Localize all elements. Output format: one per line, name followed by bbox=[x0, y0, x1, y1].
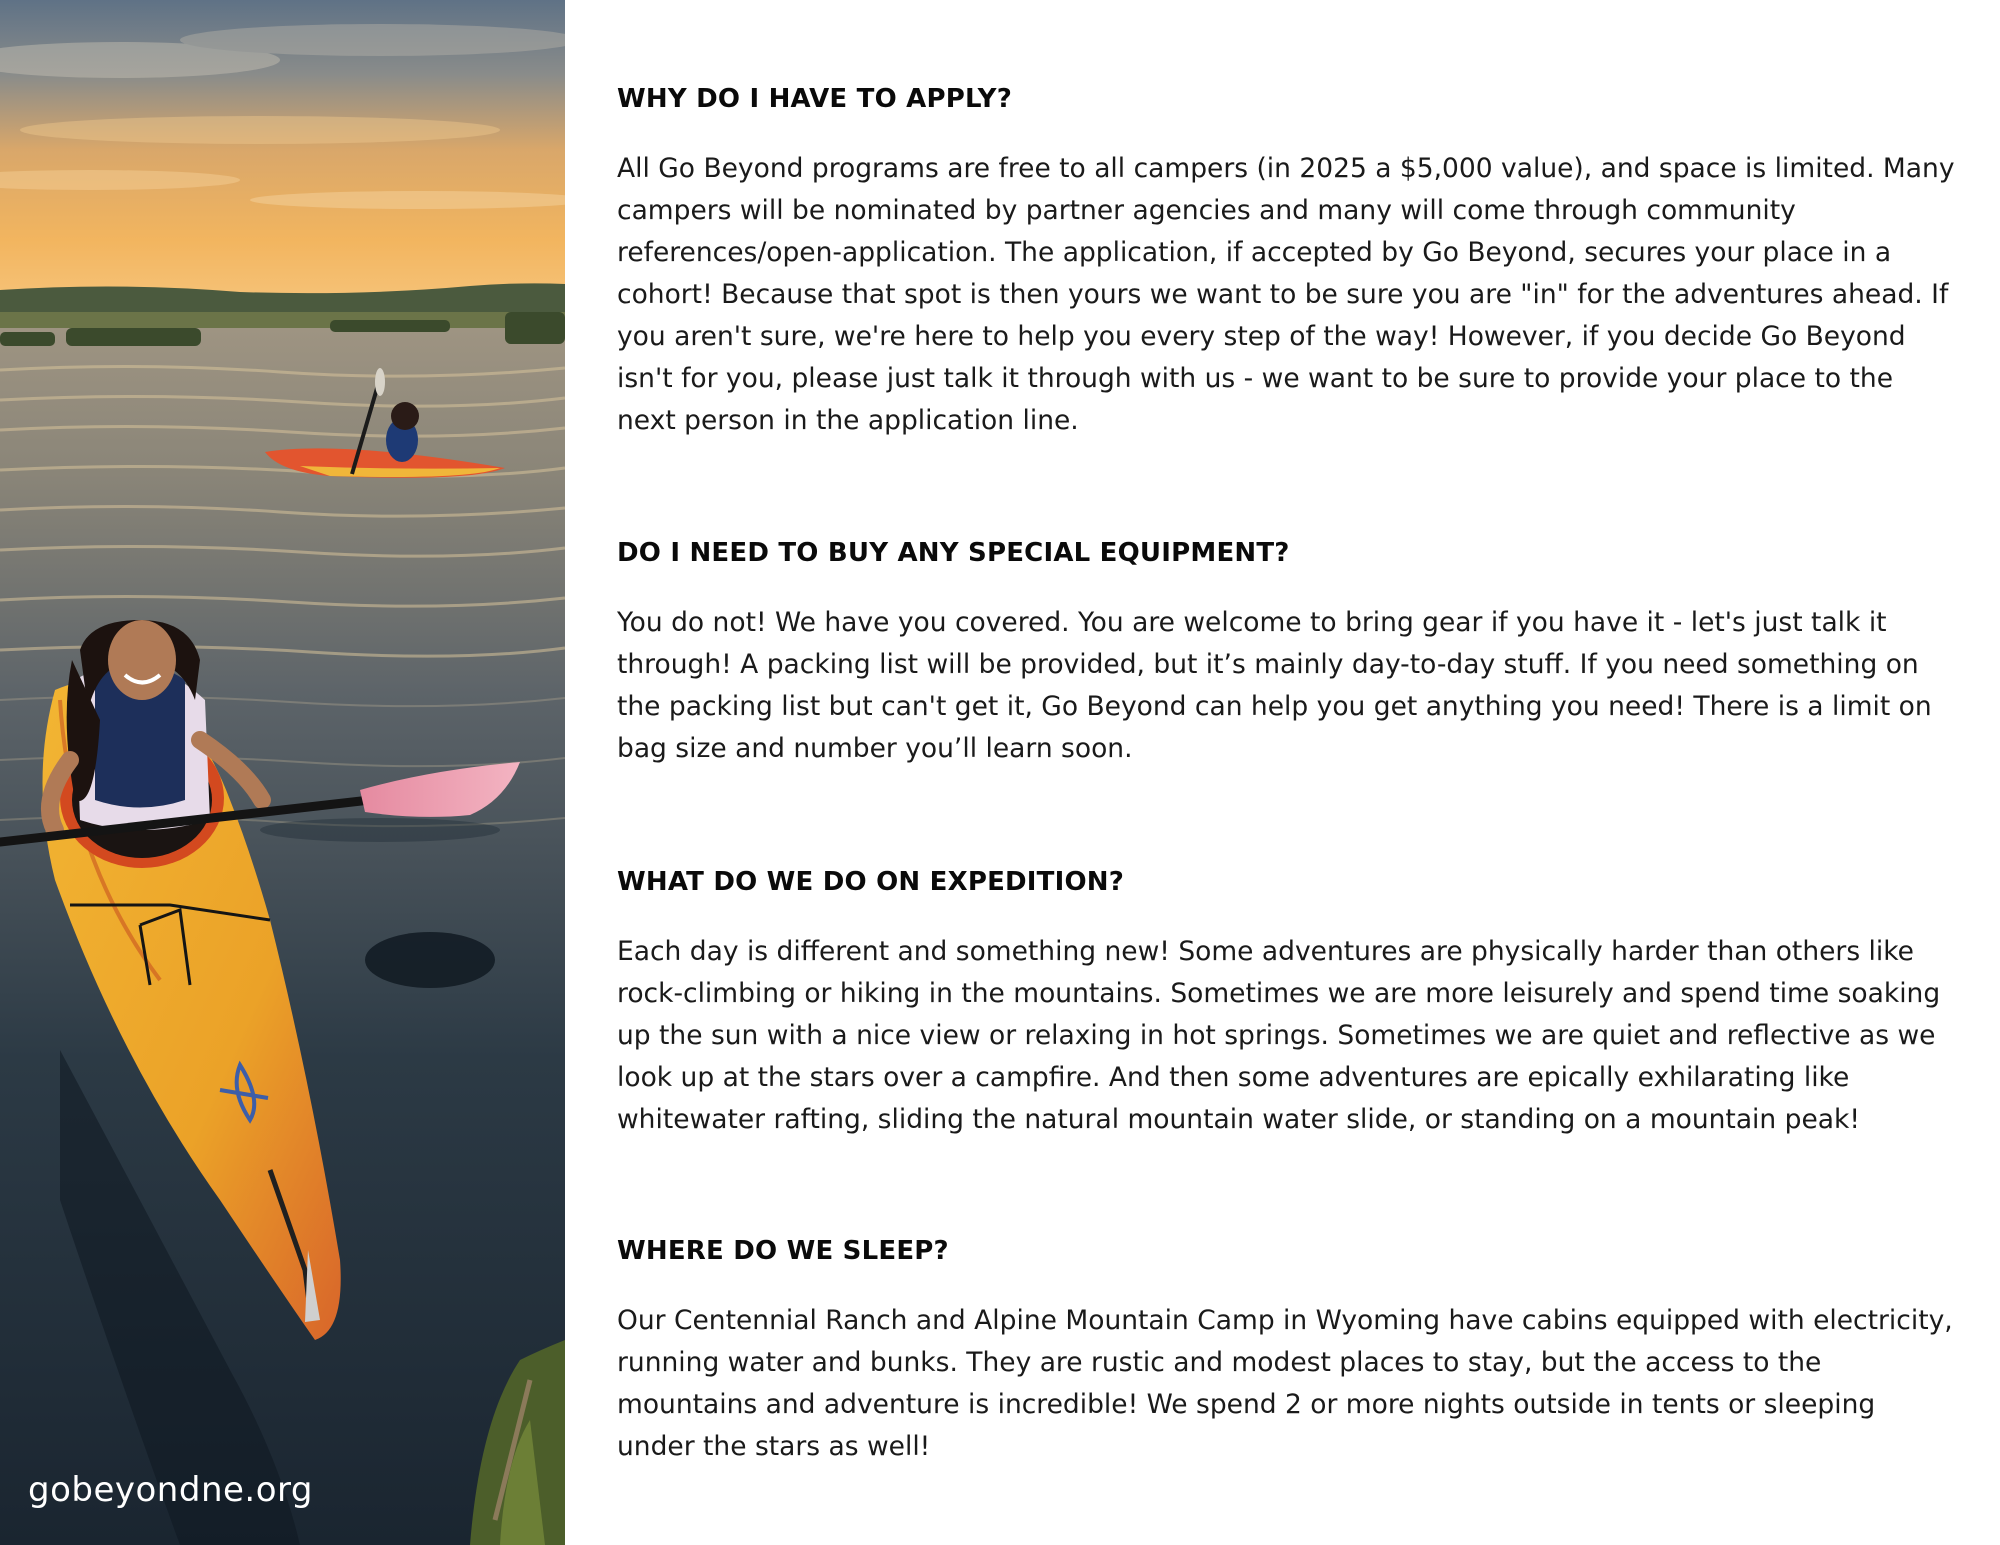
faq-question: DO I NEED TO BUY ANY SPECIAL EQUIPMENT? bbox=[617, 538, 1290, 568]
faq-answer: You do not! We have you covered. You are welcome to bring gear if you have it - let's just talk it through! A packing list will be provided, but it’s mainly day-to-day stuff. If you need something on the packing list but can't get it, Go Beyond can help you get anything you need! There is a limit on bag size and number you’ll learn soon. bbox=[617, 607, 1932, 764]
faq-answer: All Go Beyond programs are free to all campers (in 2025 a $5,000 value), and space is limited. Many campers will be nominated by partner agencies and many will come through community references/open-application. The application, if accepted by Go Beyond, secures your place in a cohort! Because that spot is then yours we want to be sure you are "in" for the adventures ahead. If you aren't sure, we're here to help you every step of the way! However, if you decide Go Beyond isn't for you, please just talk it through with us - we want to be sure to provide your place to the next person in the application line. bbox=[617, 153, 1955, 436]
faq-section-apply bbox=[617, 84, 1957, 442]
kayak-photo-illustration bbox=[0, 0, 565, 1545]
faq-question: WHY DO I HAVE TO APPLY? bbox=[617, 84, 1012, 114]
faq-answer: Each day is different and something new! Some adventures are physically harder than others like rock-climbing or hiking in the mountains. Sometimes we are more leisurely and spend time soaking up the sun with a nice view or relaxing in hot springs. Sometimes we are quiet and reflective as we look up at the stars over a campfire. And then some adventures are epically exhilarating like whitewater rafting, sliding the natural mountain water slide, or standing on a mountain peak! bbox=[617, 936, 1941, 1135]
faq-section-expedition bbox=[617, 867, 1957, 1141]
faq-section-equipment bbox=[617, 538, 1957, 770]
faq-section-sleep bbox=[617, 1236, 1957, 1468]
faq-question: WHERE DO WE SLEEP? bbox=[617, 1236, 949, 1266]
website-url: gobeyondne.org bbox=[28, 1470, 313, 1510]
faq-answer: Our Centennial Ranch and Alpine Mountain Camp in Wyoming have cabins equipped with electricity, running water and bunks. They are rustic and modest places to stay, but the access to the mountains and adventure is incredible! We spend 2 or more nights outside in tents or sleeping under the stars as well! bbox=[617, 1305, 1953, 1462]
faq-question: WHAT DO WE DO ON EXPEDITION? bbox=[617, 867, 1125, 897]
kayak-photo bbox=[0, 0, 565, 1545]
